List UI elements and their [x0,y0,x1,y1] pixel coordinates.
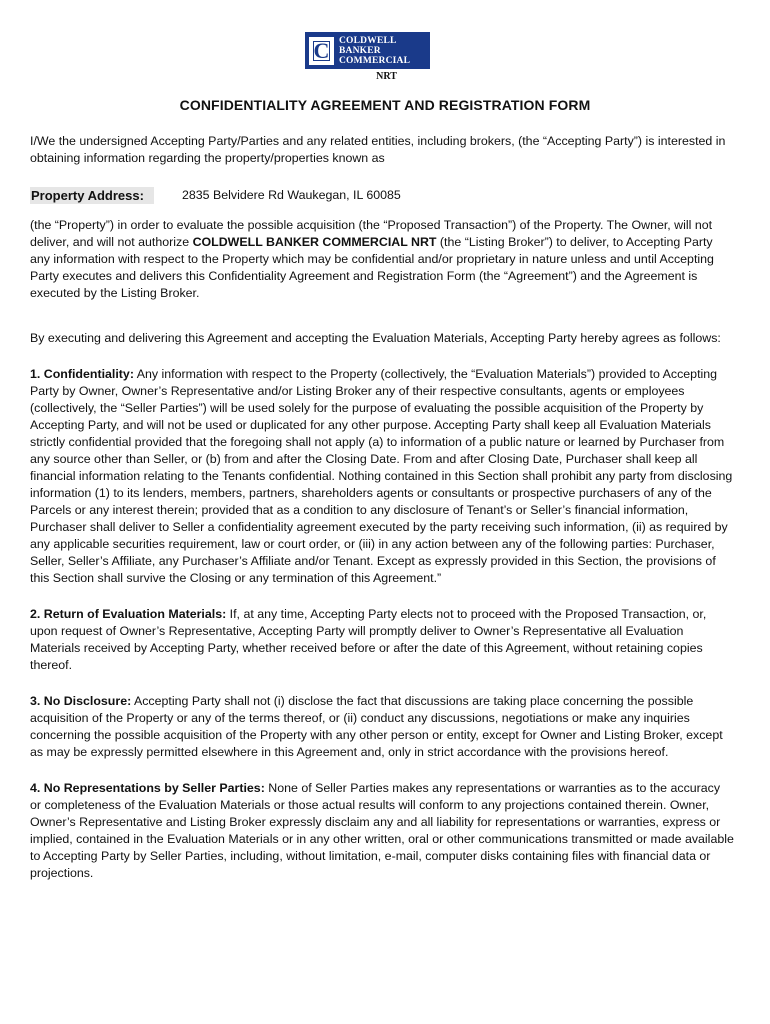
section-no-disclosure [30,693,734,761]
logo-subtitle: NRT [376,71,397,82]
section-heading: 2. Return of Evaluation Materials: [30,607,227,621]
section-body: None of Seller Parties makes any representations or warranties as to the accuracy or completeness of the Evaluation Materials or those actual results will conform to any projections contained therein. Owner, Owner’s Representative and Listing Broker expressly disclaim any and all liability for representations or warranties, express or implied, contained in the Evaluation Materials or in any other written, oral or other communications transmitted or made available to Accepting Party by Seller Parties, including, without limitation, e-mail, computer disks containing files with financial data or projections. [30,781,734,880]
logo-line-1: COLDWELL [339,35,397,46]
section-confidentiality [30,366,734,587]
company-logo [305,32,430,82]
intro-paragraph: I/We the undersigned Accepting Party/Parties and any related entities, including brokers, (the “Accepting Party”) is interested in obtaining information regarding the property/properties known as [30,134,726,165]
section-heading: 4. No Representations by Seller Parties: [30,781,265,795]
logo-wordmark [339,36,410,66]
section-return-materials [30,606,734,674]
logo-line-3: COMMERCIAL [339,55,411,66]
property-paragraph-text-b: (the “Listing Broker”) to deliver, to Accepting Party any information with respect to the Property which may be confidential and/or proprietary in nature unless and until Accepting Party executes and delivers this Confidentiality Agreement and Registration Form (the “Agreement”) and the Agreement is executed by the Listing Broker. [30,235,714,300]
property-address-label: Property Address: [30,187,154,204]
logo-line-2: BANKER [339,45,381,56]
section-heading: 3. No Disclosure: [30,694,132,708]
property-paragraph-text-a: (the “Property”) in order to evaluate the possible acquisition (the “Proposed Transaction”) of the Property. The Owner, will not deliver, and will not authorize [30,218,713,249]
property-paragraph [30,217,734,302]
section-heading: 1. Confidentiality: [30,367,134,381]
logo-badge [305,32,430,69]
property-address-row [30,187,734,204]
section-body: Accepting Party shall not (i) disclose the fact that discussions are taking place concerning the possible acquisition of the Property or any of the terms thereof, or (ii) conduct any discussions, negotiations or make any inquiries concerning the possible acquisition of the Property with any other person or entity, except for Owner and Listing Broker, except as may be expressly permitted elsewhere in this Agreement and, only in strict accordance with the provisions hereof. [30,694,723,759]
section-body: If, at any time, Accepting Party elects not to proceed with the Proposed Transaction, or, upon request of Owner’s Representative, Accepting Party will promptly deliver to Owner’s Representative all Evaluation Materials received by Accepting Party, whether received before or after the date of this Agreement, without retaining copies thereof. [30,607,707,672]
logo-mark-icon: C [309,37,334,65]
document-body [30,133,734,882]
property-address-value: 2835 Belvidere Rd Waukegan, IL 60085 [182,188,401,202]
section-no-representations [30,780,734,882]
section-body: Any information with respect to the Property (collectively, the “Evaluation Materials”) provided to Accepting Party by Owner, Owner’s Representative and/or Listing Broker any of their respective consultants, agents or employees (collectively, the “Seller Parties”) will be used solely for the purpose of evaluating the possible acquisition of the Property by Accepting Party, and will not be used or duplicated for any other purpose. Accepting Party shall keep all Evaluation Materials strictly confidential provided that the foregoing shall not apply (a) to information of a public nature or learned by Purchaser from any source other than Seller, or (b) from and after the Closing Date. From and after Closing Date, Purchaser shall keep all financial information relating to the Tenants confidential. Nothing contained in this Section shall prohibit any party from disclosing information (1) to its lenders, members, partners, shareholders agents or consultants or prospective purchasers of any of the Parcels or any interest therein; provided that as a condition to any disclosure of Tenant’s or Seller’s financial information, Purchaser shall deliver to Seller a confidentiality agreement executed by the party receiving such information, (ii) as required by any applicable securities requirement, law or court order, or (iii) in any action between any of the following parties: Purchaser, Seller, Seller’s Affiliate, any Purchaser’s Affiliate and/or Tenant. Except as expressly provided in this Section, the provisions of this Section shall survive the Closing or any termination of this Agreement.” [30,367,733,585]
document-title: CONFIDENTIALITY AGREEMENT AND REGISTRATION FORM [179,97,591,113]
listing-broker-name: COLDWELL BANKER COMMERCIAL NRT [192,235,437,249]
agreement-paragraph: By executing and delivering this Agreement and accepting the Evaluation Materials, Accepting Party hereby agrees as follows: [30,331,721,345]
